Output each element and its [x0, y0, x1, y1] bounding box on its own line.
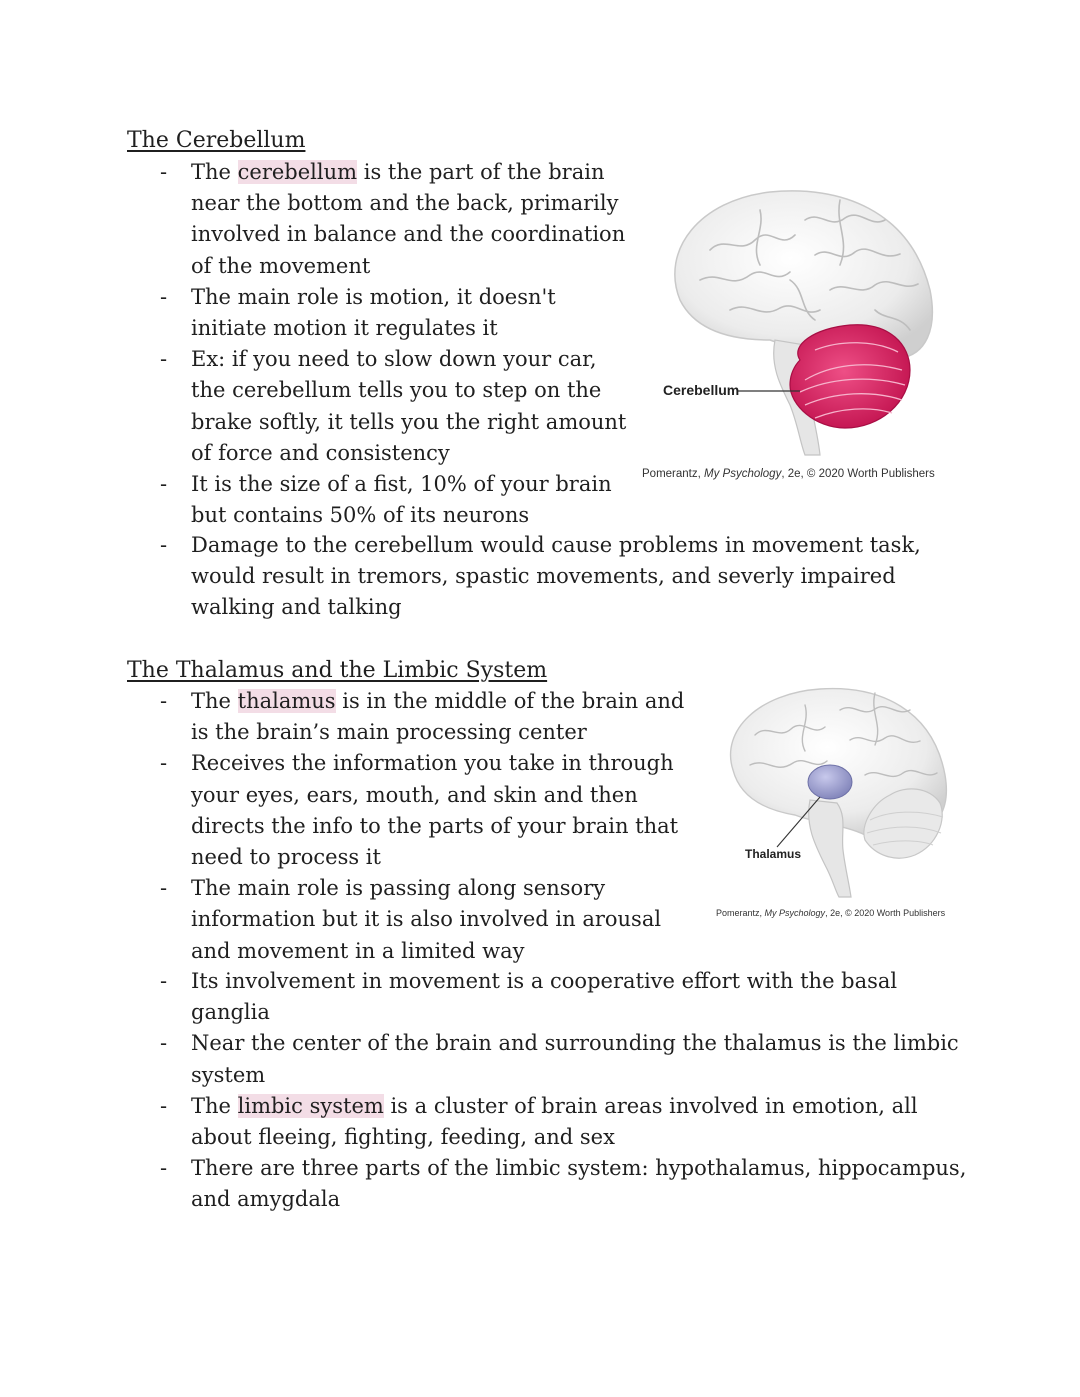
bullet-dash: -: [160, 1031, 168, 1056]
thalamus-bullet-list: [160, 686, 695, 967]
bullet-dash: -: [160, 689, 168, 713]
bullet-dash: -: [160, 1156, 168, 1181]
bullet-dash: -: [160, 472, 168, 497]
bullet-dash: -: [160, 876, 168, 901]
bullet-dash: -: [160, 284, 168, 309]
list-item: - There are three parts of the limbic system: hypothalamus, hippocampus, and amygdala: [160, 1153, 970, 1215]
list-item: - Its involvement in movement is a cooperative effort with the basal ganglia: [160, 966, 970, 1028]
list-item: - The thalamus is in the middle of the brain and is the brain’s main processing center: [160, 686, 695, 748]
figure-credit: Pomerantz, My Psychology, 2e, © 2020 Worth Publishers: [716, 908, 946, 918]
list-item: - Damage to the cerebellum would cause problems in movement task, would result in tremors, spastic movements, and severly impaired walking and talking: [160, 530, 950, 624]
brain-illustration: [640, 180, 940, 460]
list-item: - The main role is passing along sensory information but it is also involved in arousal and movement in a limited way: [160, 873, 695, 967]
cerebellum-bullet-list: [160, 157, 630, 531]
list-item: - Receives the information you take in through your eyes, ears, mouth, and skin and then directs the info to the parts of your brain that need to process it: [160, 748, 695, 873]
list-item: - The main role is motion, it doesn't initiate motion it regulates it: [160, 282, 630, 344]
bullet-dash: -: [160, 751, 168, 776]
list-item: - The limbic system is a cluster of brain areas involved in emotion, all about fleeing, fighting, feeding, and sex: [160, 1091, 970, 1153]
cerebellum-label: Cerebellum: [663, 382, 740, 398]
bullet-dash: -: [160, 160, 168, 184]
brain-illustration: [715, 685, 950, 900]
section-title-thalamus-limbic: The Thalamus and the Limbic System: [127, 658, 548, 683]
thalamus-bullet-list-continued: [160, 966, 970, 1216]
thalamus-label: Thalamus: [745, 847, 802, 861]
highlighted-term: cerebellum: [237, 160, 358, 184]
bullet-dash: -: [160, 969, 168, 993]
list-item: - Ex: if you need to slow down your car, the cerebellum tells you to step on the brake softly, it tells you the right amount of force and consistency: [160, 344, 630, 469]
bullet-dash: -: [160, 347, 168, 372]
cerebellum-bullet-list-continued: [160, 530, 950, 624]
figure-credit: Pomerantz, My Psychology, 2e, © 2020 Worth Publishers: [642, 468, 935, 480]
bullet-dash: -: [160, 533, 168, 557]
cerebellum-brain-figure: [640, 180, 940, 460]
highlighted-term: limbic system: [237, 1093, 384, 1118]
bullet-dash: -: [160, 1093, 168, 1118]
list-item: - It is the size of a fist, 10% of your brain but contains 50% of its neurons: [160, 469, 630, 531]
highlighted-term: thalamus: [237, 689, 336, 713]
section-title-cerebellum: The Cerebellum: [127, 128, 306, 153]
list-item: - Near the center of the brain and surrounding the thalamus is the limbic system: [160, 1028, 970, 1090]
thalamus-brain-figure: [715, 685, 950, 900]
list-item: - The cerebellum is the part of the brain near the bottom and the back, primarily involved in balance and the coordination of the movement: [160, 157, 630, 282]
